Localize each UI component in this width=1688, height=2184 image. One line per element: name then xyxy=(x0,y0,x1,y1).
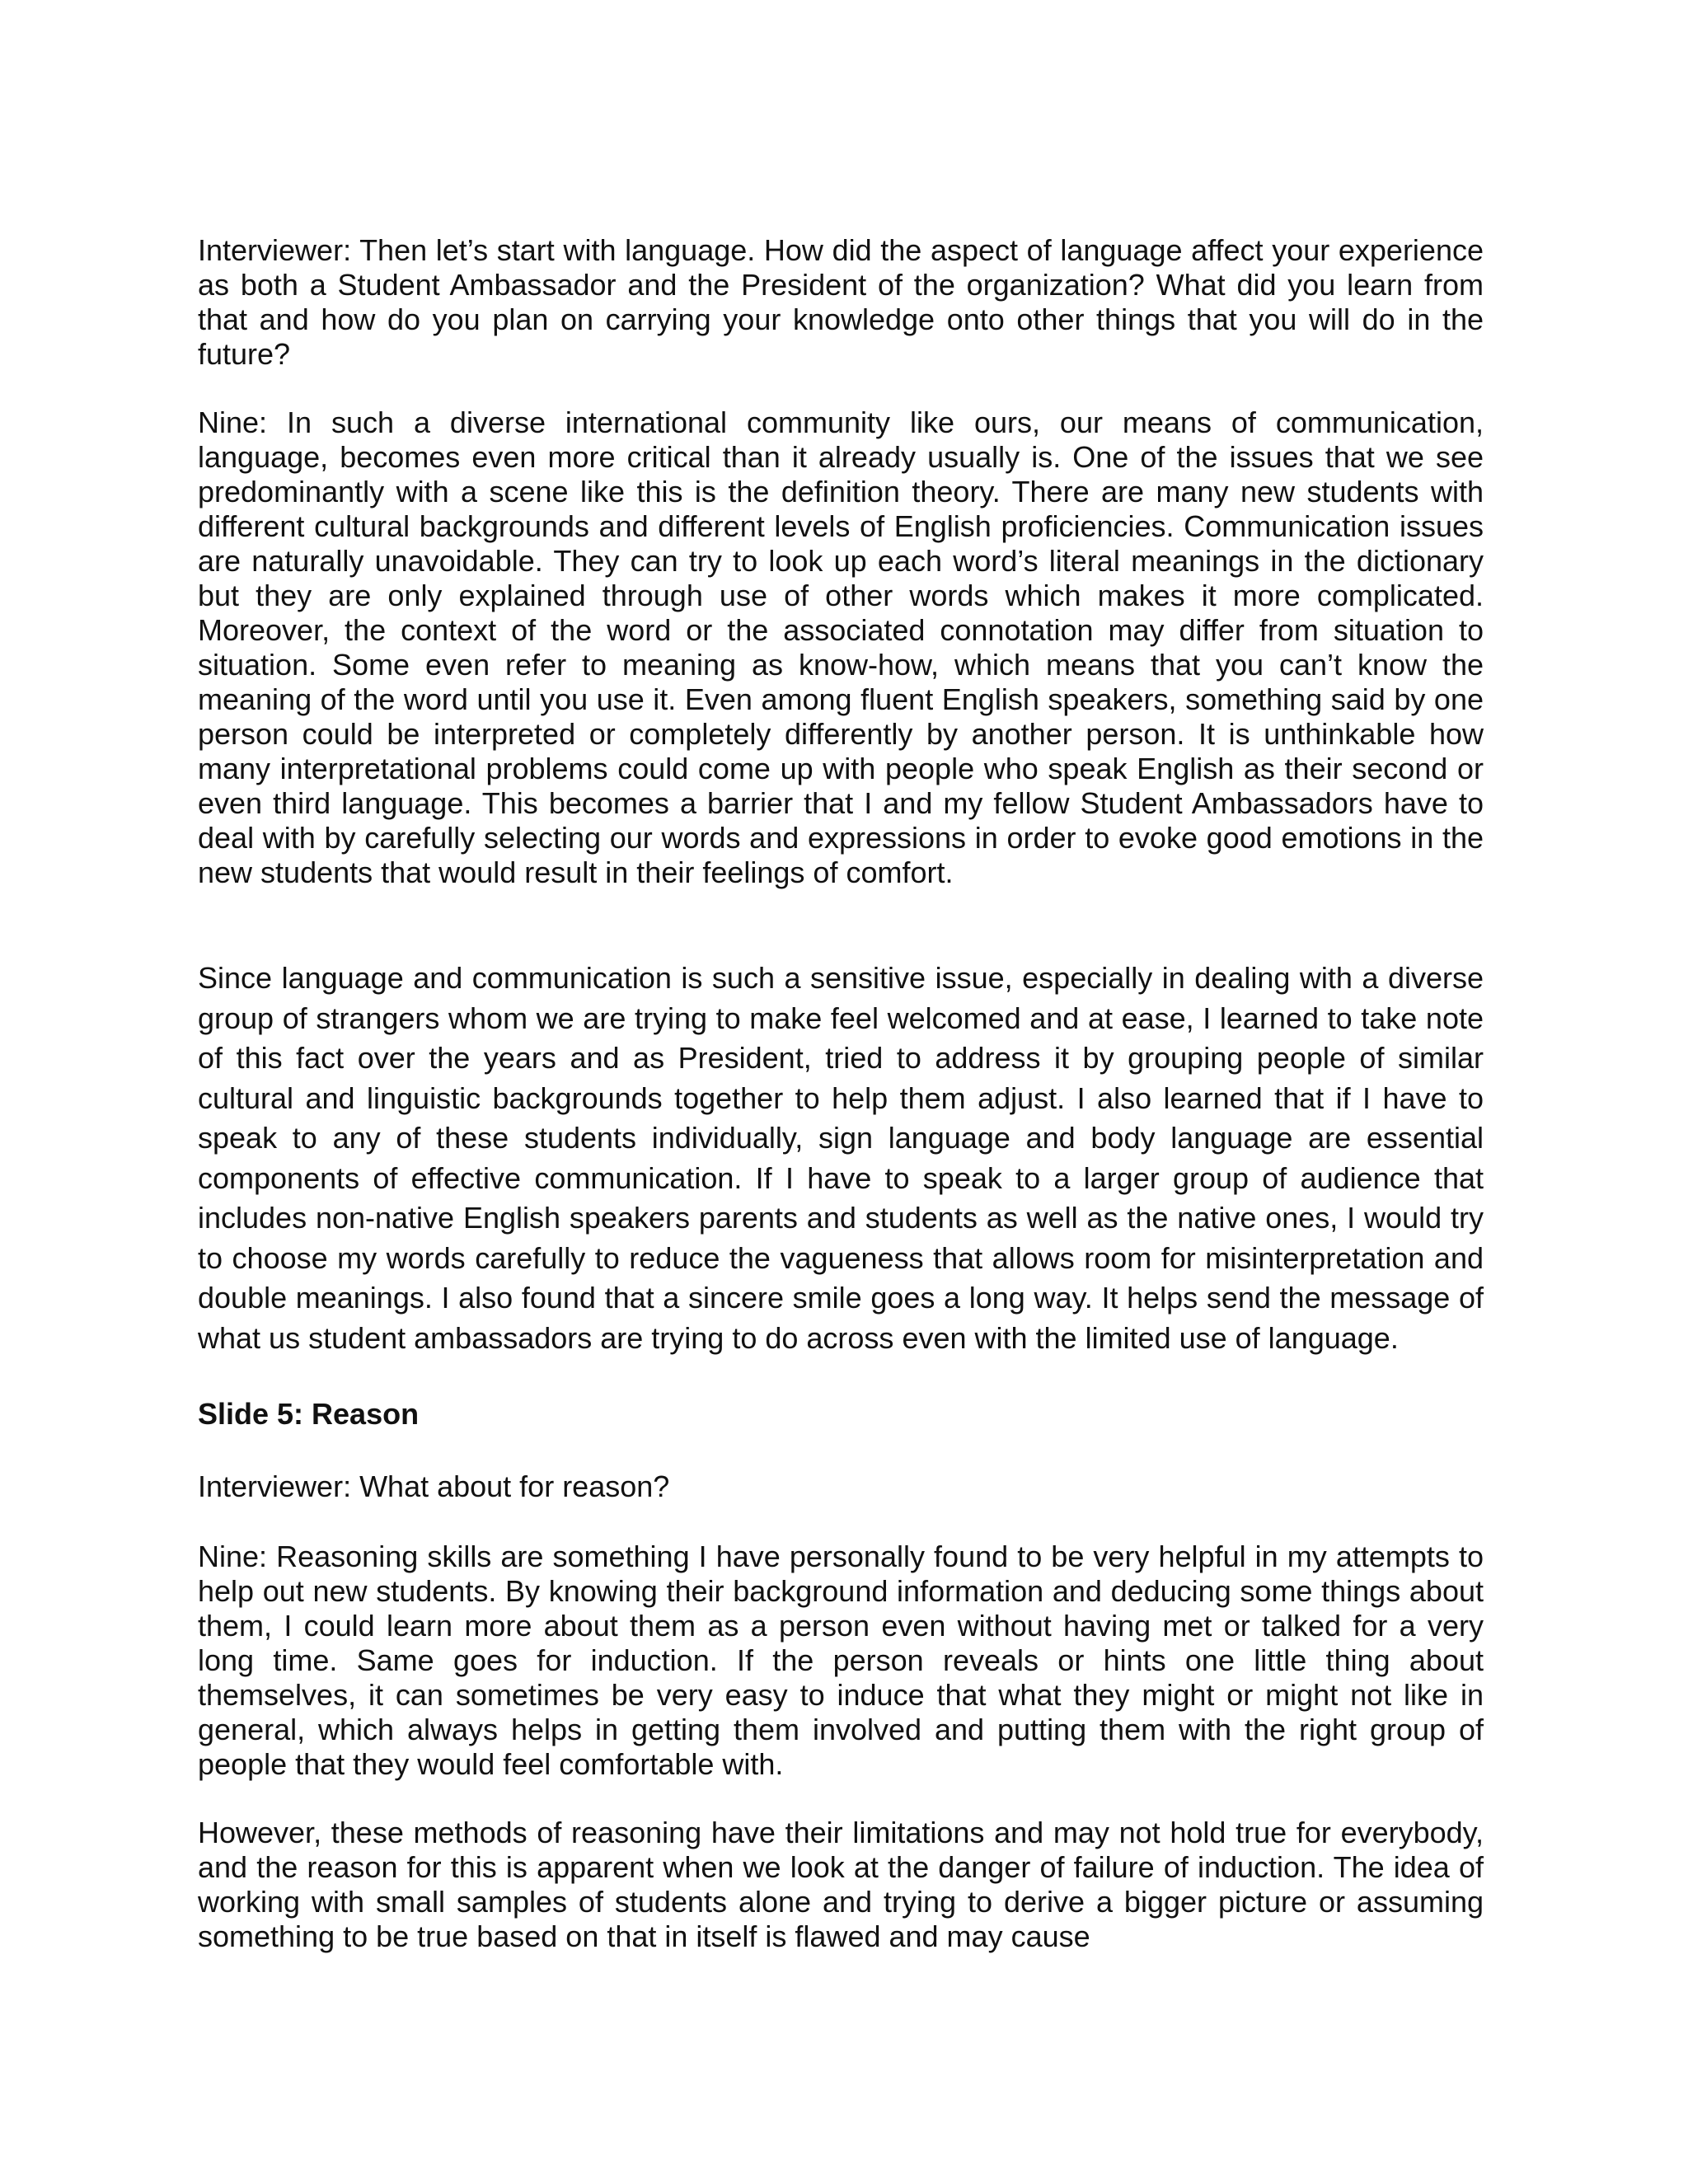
reasoning-limitations-paragraph: However, these methods of reasoning have their limitations and may not hold true for everybody, and the reason for this is apparent when we look at the danger of failure of induction. The idea of working with small samples of students alone and trying to derive a bigger picture or assuming something to be true based on that in itself is flawed and may cause xyxy=(198,1816,1484,1953)
nine-answer-reason: Nine: Reasoning skills are something I have personally found to be very helpful in my attempts to help out new students. By knowing their background information and deducing some things about them, I could learn more about them as a person even without having met or talked for a very long time. Same goes for induction. If the person reveals or hints one little thing about themselves, it can sometimes be very easy to induce that what they might or might not like in general, which always helps in getting them involved and putting them with the right group of people that they would feel comfortable with. xyxy=(198,1540,1484,1781)
interviewer-question-language: Interviewer: Then let’s start with language. How did the aspect of language affect your experience as both a Student Ambassador and the President of the organization? What did you learn from that and how do you plan on carrying your knowledge onto other things that you will do in the future? xyxy=(198,233,1484,371)
language-reflection-paragraph: Since language and communication is such a sensitive issue, especially in dealing with a diverse group of strangers whom we are trying to make feel welcomed and at ease, I learned to take note of this fact over the years and as President, tried to address it by grouping people of similar cultural and linguistic backgrounds together to help them adjust. I also learned that if I have to speak to any of these students individually, sign language and body language are essential components of effective communication. If I have to speak to a larger group of audience that includes non-native English speakers parents and students as well as the native ones, I would try to choose my words carefully to reduce the vagueness that allows room for misinterpretation and double meanings. I also found that a sincere smile goes a long way. It helps send the message of what us student ambassadors are trying to do across even with the limited use of language. xyxy=(198,961,1484,1355)
interviewer-question-reason: Interviewer: What about for reason? xyxy=(198,1469,670,1503)
nine-answer-language: Nine: In such a diverse international community like ours, our means of communication, language, becomes even more critical than it already usually is. One of the issues that we see predominantly with a scene like this is the definition theory. There are many new students with different cultural backgrounds and different levels of English proficiencies. Communication issues are naturally unavoidable. They can try to look up each word’s literal meanings in the dictionary but they are only explained through use of other words which makes it more complicated. Moreover, the context of the word or the associated connotation may differ from situation to situation. Some even refer to meaning as know-how, which means that you can’t know the meaning of the word until you use it. Even among fluent English speakers, something said by one person could be interpreted or completely differently by another person. It is unthinkable how many interpretational problems could come up with people who speak English as their second or even third language. This becomes a barrier that I and my fellow Student Ambassadors have to deal with by carefully selecting our words and expressions in order to evoke good emotions in the new students that would result in their feelings of comfort. xyxy=(198,405,1484,889)
section-heading: Slide 5: Reason xyxy=(198,1397,420,1431)
